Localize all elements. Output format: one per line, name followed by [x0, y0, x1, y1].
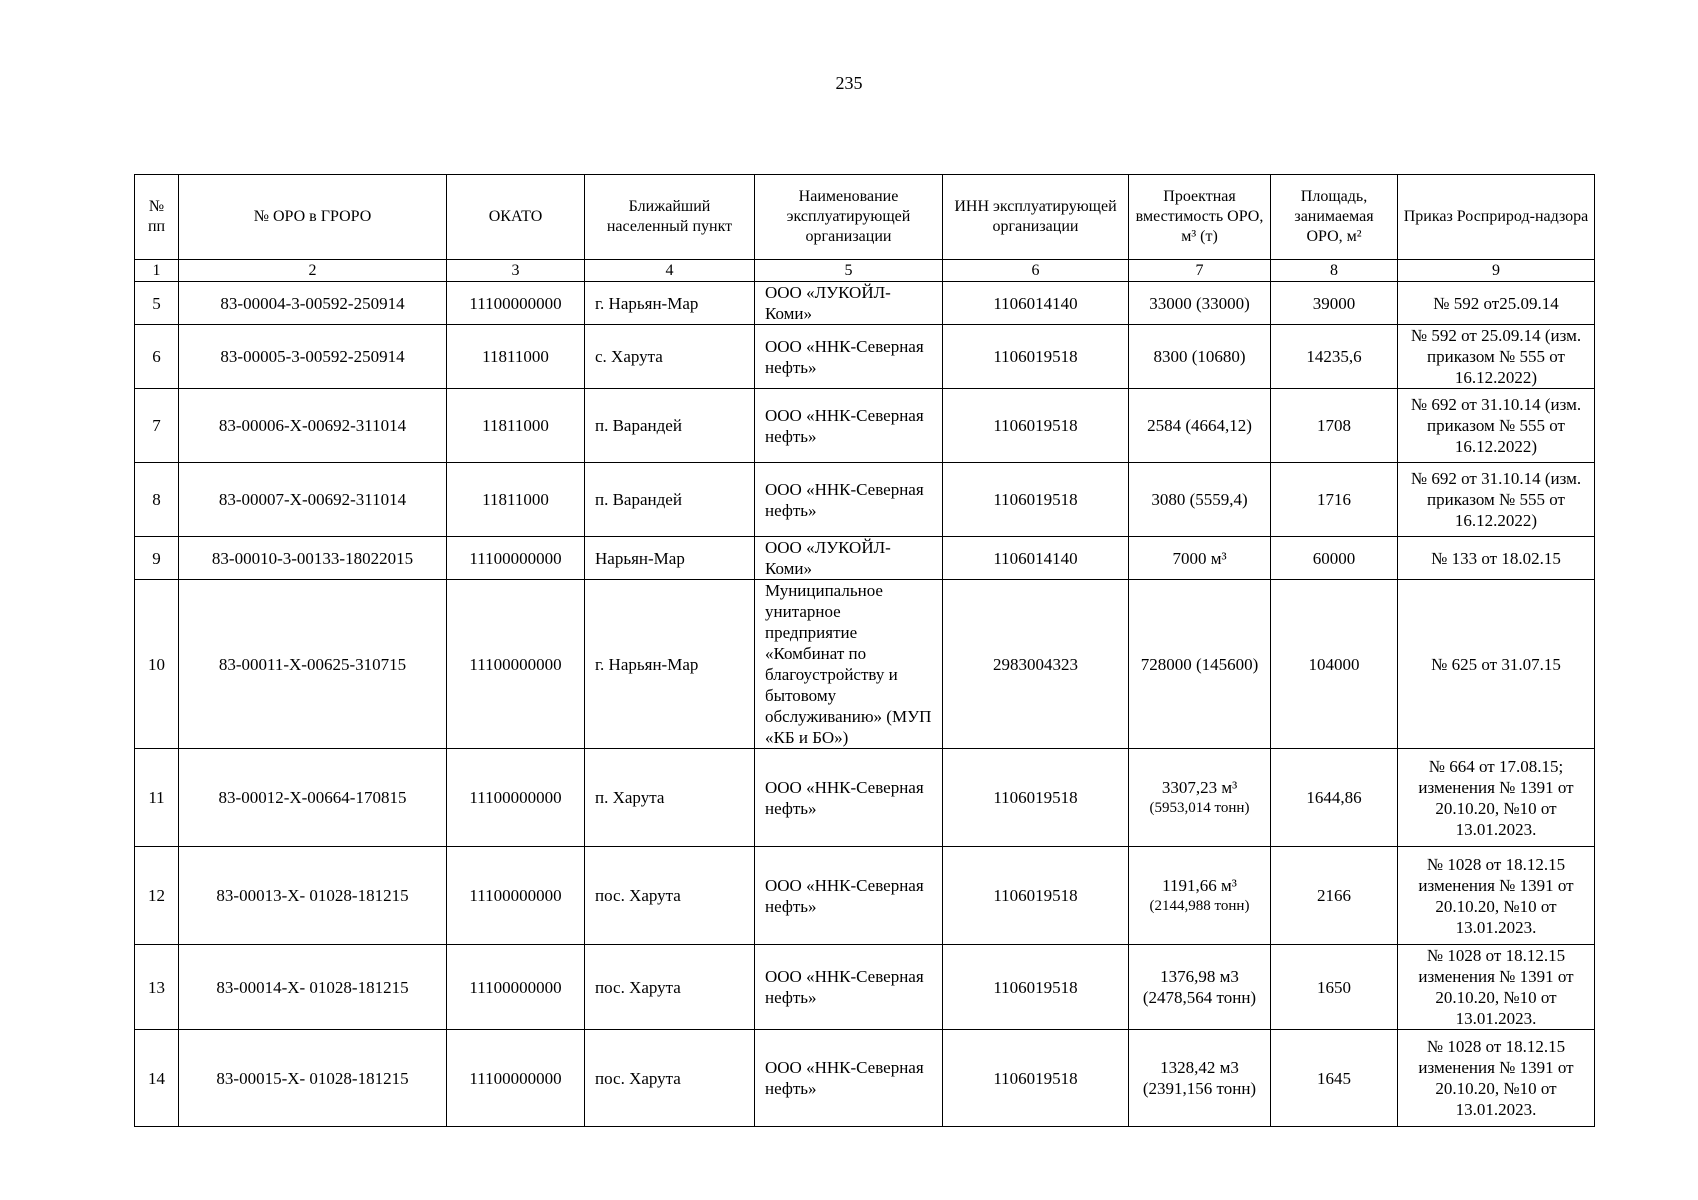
column-number: 4 — [585, 260, 755, 282]
row-capacity — [1129, 1030, 1271, 1127]
row-organization: ООО «ННК-Северная нефть» — [755, 1030, 943, 1127]
capacity-tonnes: (2144,988 тонн) — [1149, 897, 1250, 914]
row-okato: 11100000000 — [447, 1030, 585, 1127]
row-inn: 1106014140 — [943, 282, 1129, 325]
row-num: 6 — [135, 325, 179, 389]
table-row — [135, 847, 1595, 945]
column-number: 2 — [179, 260, 447, 282]
row-area: 104000 — [1271, 580, 1398, 749]
row-order: № 133 от 18.02.15 — [1398, 537, 1595, 580]
row-organization: ООО «ННК-Северная нефть» — [755, 945, 943, 1030]
header-row — [135, 175, 1595, 260]
table-row — [135, 945, 1595, 1030]
table-row — [135, 580, 1595, 749]
row-organization: ООО «ННК-Северная нефть» — [755, 749, 943, 847]
row-num: 5 — [135, 282, 179, 325]
capacity-value: 7000 м³ — [1172, 548, 1227, 568]
row-oro-number: 83-00013-Х- 01028-181215 — [179, 847, 447, 945]
header-inn: ИНН эксплуатирующей организации — [943, 175, 1129, 260]
row-settlement: г. Нарьян-Мар — [585, 282, 755, 325]
row-capacity — [1129, 945, 1271, 1030]
table-row — [135, 1030, 1595, 1127]
row-inn: 1106019518 — [943, 749, 1129, 847]
capacity-value: 3307,23 м³ — [1161, 777, 1238, 797]
table-row — [135, 325, 1595, 389]
row-oro-number: 83-00004-3-00592-250914 — [179, 282, 447, 325]
row-organization: ООО «ННК-Северная нефть» — [755, 463, 943, 537]
row-capacity — [1129, 282, 1271, 325]
row-area: 60000 — [1271, 537, 1398, 580]
row-oro-number: 83-00005-3-00592-250914 — [179, 325, 447, 389]
column-number: 6 — [943, 260, 1129, 282]
row-order: № 692 от 31.10.14 (изм. приказом № 555 от 16.12.2022) — [1398, 463, 1595, 537]
row-capacity — [1129, 325, 1271, 389]
capacity-value: 33000 (33000) — [1149, 293, 1250, 313]
table-row — [135, 282, 1595, 325]
registry-table — [134, 174, 1595, 1127]
row-inn: 1106019518 — [943, 325, 1129, 389]
row-inn: 1106019518 — [943, 463, 1129, 537]
row-capacity — [1129, 537, 1271, 580]
row-order: № 1028 от 18.12.15 изменения № 1391 от 20.10.20, №10 от 13.01.2023. — [1398, 945, 1595, 1030]
table-row — [135, 463, 1595, 537]
row-num: 11 — [135, 749, 179, 847]
row-num: 10 — [135, 580, 179, 749]
header-org: Наименование эксплуатирующей организации — [755, 175, 943, 260]
row-order: № 1028 от 18.12.15 изменения № 1391 от 20.10.20, №10 от 13.01.2023. — [1398, 847, 1595, 945]
row-inn: 1106014140 — [943, 537, 1129, 580]
row-settlement: п. Харута — [585, 749, 755, 847]
page-number: 235 — [835, 73, 863, 93]
row-num: 9 — [135, 537, 179, 580]
row-area: 39000 — [1271, 282, 1398, 325]
row-order: № 592 от 25.09.14 (изм. приказом № 555 от 16.12.2022) — [1398, 325, 1595, 389]
row-area: 2166 — [1271, 847, 1398, 945]
row-oro-number: 83-00011-Х-00625-310715 — [179, 580, 447, 749]
column-number: 8 — [1271, 260, 1398, 282]
row-order: № 592 от25.09.14 — [1398, 282, 1595, 325]
column-number: 5 — [755, 260, 943, 282]
capacity-value: 2584 (4664,12) — [1147, 416, 1252, 435]
row-area: 1716 — [1271, 463, 1398, 537]
row-okato: 11811000 — [447, 389, 585, 463]
row-order: № 1028 от 18.12.15 изменения № 1391 от 20.10.20, №10 от 13.01.2023. — [1398, 1030, 1595, 1127]
row-area: 1644,86 — [1271, 749, 1398, 847]
row-okato: 11100000000 — [447, 945, 585, 1030]
column-number: 1 — [135, 260, 179, 282]
row-oro-number: 83-00012-Х-00664-170815 — [179, 749, 447, 847]
row-capacity — [1129, 580, 1271, 749]
row-organization: ООО «ННК-Северная нефть» — [755, 847, 943, 945]
row-inn: 2983004323 — [943, 580, 1129, 749]
row-organization: ООО «ННК-Северная нефть» — [755, 389, 943, 463]
row-capacity — [1129, 749, 1271, 847]
row-okato: 11100000000 — [447, 749, 585, 847]
row-area: 14235,6 — [1271, 325, 1398, 389]
header-settlement: Ближайший населенный пункт — [585, 175, 755, 260]
row-oro-number: 83-00010-3-00133-18022015 — [179, 537, 447, 580]
row-inn: 1106019518 — [943, 847, 1129, 945]
capacity-value: 1328,42 м3 (2391,156 тонн) — [1142, 1058, 1257, 1098]
header-num: № пп — [135, 175, 179, 260]
row-settlement: пос. Харута — [585, 1030, 755, 1127]
row-settlement: Нарьян-Мар — [585, 537, 755, 580]
capacity-value: 728000 (145600) — [1140, 654, 1259, 674]
row-oro-number: 83-00014-Х- 01028-181215 — [179, 945, 447, 1030]
row-okato: 11100000000 — [447, 282, 585, 325]
row-num: 12 — [135, 847, 179, 945]
row-settlement: с. Харута — [585, 325, 755, 389]
row-area: 1645 — [1271, 1030, 1398, 1127]
row-okato: 11811000 — [447, 325, 585, 389]
column-number: 9 — [1398, 260, 1595, 282]
row-area: 1650 — [1271, 945, 1398, 1030]
header-oro: № ОРО в ГРОРО — [179, 175, 447, 260]
capacity-value: 8300 (10680) — [1153, 347, 1246, 366]
row-num: 7 — [135, 389, 179, 463]
column-number: 3 — [447, 260, 585, 282]
header-area: Площадь, занимаемая ОРО, м² — [1271, 175, 1398, 260]
row-inn: 1106019518 — [943, 389, 1129, 463]
row-order: № 664 от 17.08.15; изменения № 1391 от 20.10.20, №10 от 13.01.2023. — [1398, 749, 1595, 847]
row-okato: 11100000000 — [447, 537, 585, 580]
row-area: 1708 — [1271, 389, 1398, 463]
row-order: № 692 от 31.10.14 (изм. приказом № 555 от 16.12.2022) — [1398, 389, 1595, 463]
row-okato: 11100000000 — [447, 580, 585, 749]
column-number-row — [135, 260, 1595, 282]
capacity-tonnes: (5953,014 тонн) — [1149, 799, 1250, 816]
capacity-value: 3080 (5559,4) — [1151, 490, 1248, 509]
row-capacity — [1129, 389, 1271, 463]
row-organization: Муниципальное унитарное предприятие «Комбинат по благоустройству и бытовому обслуживанию» (МУП «КБ и БО») — [755, 580, 943, 749]
row-organization: ООО «ЛУКОЙЛ-Коми» — [755, 282, 943, 325]
row-oro-number: 83-00006-Х-00692-311014 — [179, 389, 447, 463]
table-row — [135, 537, 1595, 580]
row-settlement: пос. Харута — [585, 847, 755, 945]
row-inn: 1106019518 — [943, 945, 1129, 1030]
row-settlement: г. Нарьян-Мар — [585, 580, 755, 749]
row-capacity — [1129, 847, 1271, 945]
row-capacity — [1129, 463, 1271, 537]
capacity-value: 1376,98 м3 (2478,564 тонн) — [1142, 967, 1257, 1007]
header-okato: ОКАТО — [447, 175, 585, 260]
row-organization: ООО «ННК-Северная нефть» — [755, 325, 943, 389]
row-num: 8 — [135, 463, 179, 537]
row-inn: 1106019518 — [943, 1030, 1129, 1127]
row-num: 13 — [135, 945, 179, 1030]
row-okato: 11100000000 — [447, 847, 585, 945]
row-num: 14 — [135, 1030, 179, 1127]
row-settlement: п. Варандей — [585, 389, 755, 463]
header-order: Приказ Росприрод-надзора — [1398, 175, 1595, 260]
row-order: № 625 от 31.07.15 — [1398, 580, 1595, 749]
table-row — [135, 749, 1595, 847]
capacity-value: 1191,66 м³ — [1162, 875, 1237, 895]
row-settlement: пос. Харута — [585, 945, 755, 1030]
row-organization: ООО «ЛУКОЙЛ-Коми» — [755, 537, 943, 580]
row-oro-number: 83-00015-Х- 01028-181215 — [179, 1030, 447, 1127]
column-number: 7 — [1129, 260, 1271, 282]
table-row — [135, 389, 1595, 463]
row-oro-number: 83-00007-Х-00692-311014 — [179, 463, 447, 537]
row-okato: 11811000 — [447, 463, 585, 537]
header-capacity: Проектная вместимость ОРО, м³ (т) — [1129, 175, 1271, 260]
row-settlement: п. Варандей — [585, 463, 755, 537]
